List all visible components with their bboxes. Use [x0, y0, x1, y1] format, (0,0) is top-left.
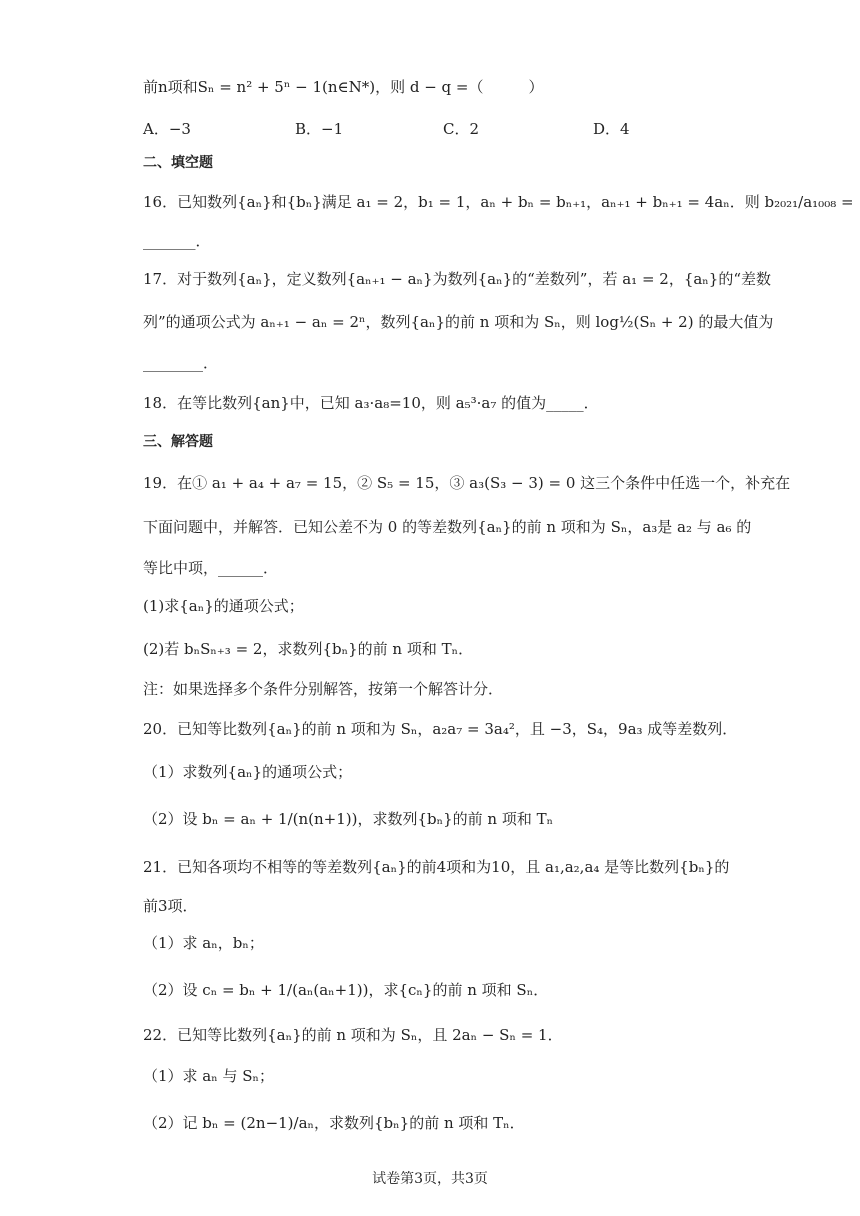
- q17-line2: 列”的通项公式为 aₙ₊₁ − aₙ = 2ⁿ，数列{aₙ}的前 n 项和为 Sₙ，则 log½(Sₙ + 2) 的最大值为: [143, 313, 774, 331]
- q15-options: [143, 118, 720, 140]
- q15-continuation: 前n项和Sₙ = n² + 5ⁿ − 1(n∈N*)，则 d − q =（ ）: [143, 78, 544, 96]
- q20-line1: 20．已知等比数列{aₙ}的前 n 项和为 Sₙ，a₂a₇ = 3a₄²，且 −3，S₄，9a₃ 成等差数列．: [143, 720, 738, 738]
- q22-line1: 22．已知等比数列{aₙ}的前 n 项和为 Sₙ，且 2aₙ − Sₙ = 1．: [143, 1026, 563, 1044]
- q20-part1: （1）求数列{aₙ}的通项公式；: [143, 763, 353, 781]
- q22-part2: （2）记 bₙ = (2n−1)/aₙ，求数列{bₙ}的前 n 项和 Tₙ．: [143, 1114, 525, 1132]
- section-solve-title: 三、解答题: [143, 434, 213, 450]
- option-a: A．−3: [143, 120, 191, 138]
- q21-part2: （2）设 cₙ = bₙ + 1/(aₙ(aₙ+1))，求{cₙ}的前 n 项和 Sₙ．: [143, 981, 549, 999]
- q22-part1: （1）求 aₙ 与 Sₙ；: [143, 1067, 275, 1085]
- option-c: C．2: [443, 120, 480, 138]
- q21-part1: （1）求 aₙ，bₙ；: [143, 934, 264, 952]
- q21-line1: 21．已知各项均不相等的等差数列{aₙ}的前4项和为10，且 a₁,a₂,a₄ 是等比数列{bₙ}的: [143, 858, 730, 876]
- page-footer: 试卷第3页，共3页: [372, 1171, 488, 1187]
- q17-answer-blank: ________．: [143, 354, 219, 372]
- section-fill-in-title: 二、填空题: [143, 155, 213, 171]
- q16-line1: 16．已知数列{aₙ}和{bₙ}满足 a₁ = 2，b₁ = 1，aₙ + bₙ = bₙ₊₁，aₙ₊₁ + bₙ₊₁ = 4aₙ．则 b₂₀₂₁/a₁₀₀₈ =: [143, 193, 854, 211]
- q18: 18．在等比数列{an}中，已知 a₃·a₈=10，则 a₅³·a₇ 的值为_____．: [143, 394, 599, 412]
- q19-line2: 下面问题中，并解答．已知公差不为 0 的等差数列{aₙ}的前 n 项和为 Sₙ，a₃是 a₂ 与 a₆ 的: [143, 518, 752, 536]
- q19-line1: 19．在① a₁ + a₄ + a₇ = 15，② S₅ = 15，③ a₃(S₃ − 3) = 0 这三个条件中任选一个，补充在: [143, 474, 791, 492]
- q17-line1: 17．对于数列{aₙ}，定义数列{aₙ₊₁ − aₙ}为数列{aₙ}的“差数列”，若 a₁ = 2，{aₙ}的“差数: [143, 270, 772, 288]
- q16-answer-blank: _______．: [143, 232, 211, 250]
- q19-part2: (2)若 bₙSₙ₊₃ = 2，求数列{bₙ}的前 n 项和 Tₙ．: [143, 640, 474, 658]
- option-b: B．−1: [295, 120, 344, 138]
- option-d: D．4: [593, 120, 630, 138]
- q20-part2: （2）设 bₙ = aₙ + 1/(n(n+1))，求数列{bₙ}的前 n 项和 Tₙ: [143, 810, 554, 828]
- q19-line3: 等比中项，______．: [143, 559, 279, 577]
- q21-line2: 前3项．: [143, 897, 198, 915]
- q19-part1: (1)求{aₙ}的通项公式；: [143, 597, 304, 615]
- q19-note: 注：如果选择多个条件分别解答，按第一个解答计分．: [143, 680, 504, 698]
